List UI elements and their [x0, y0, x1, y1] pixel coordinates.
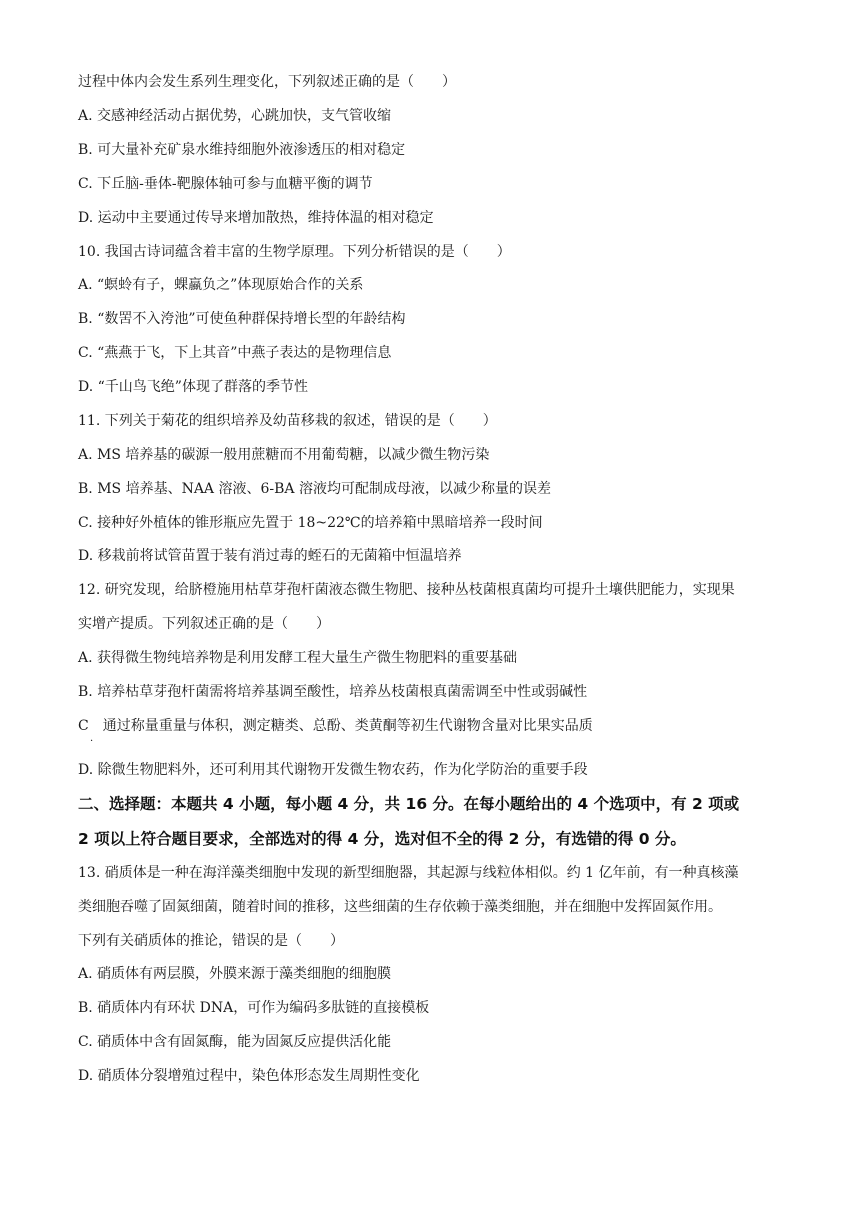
q12-option-c: C 通过称量重量与体积，测定糖类、总酚、类黄酮等初生代谢物含量对比果实品质	[78, 718, 593, 734]
q11-stem: 11. 下列关于菊花的组织培养及幼苗移栽的叙述，错误的是（ ）	[78, 413, 497, 429]
q10-option-d: D. “千山鸟飞绝”体现了群落的季节性	[78, 379, 308, 395]
q12-option-c-dot: ·	[90, 736, 94, 747]
q10-option-b: B. “数罟不入洿池”可使鱼种群保持增长型的年龄结构	[78, 311, 406, 327]
q13-option-b: B. 硝质体内有环状 DNA，可作为编码多肽链的直接模板	[78, 1000, 430, 1016]
q9-option-d: D. 运动中主要通过传导来增加散热，维持体温的相对稳定	[78, 210, 434, 226]
section2-heading-line1: 二、选择题：本题共 4 小题，每小题 4 分，共 16 分。在每小题给出的 4 个选项中，有 2 项或	[78, 795, 740, 813]
q10-option-a: A. “螟蛉有子，蜾蠃负之”体现原始合作的关系	[78, 277, 364, 293]
q13-stem-line2: 类细胞吞噬了固氮细菌，随着时间的推移，这些细菌的生存依赖于藻类细胞，并在细胞中发挥固氮作用。	[78, 899, 722, 915]
q9-option-b: B. 可大量补充矿泉水维持细胞外液渗透压的相对稳定	[78, 142, 406, 158]
q12-option-d: D. 除微生物肥料外，还可利用其代谢物开发微生物农药，作为化学防治的重要手段	[78, 762, 588, 778]
q13-stem-line3: 下列有关硝质体的推论，错误的是（ ）	[78, 933, 344, 949]
q12-stem-line2: 实增产提质。下列叙述正确的是（ ）	[78, 616, 330, 632]
section2-heading-line2: 2 项以上符合题目要求，全部选对的得 4 分，选对但不全的得 2 分，有选错的得 0 分。	[78, 830, 686, 848]
q11-option-b: B. MS 培养基、NAA 溶液、6-BA 溶液均可配制成母液，以减少称量的误差	[78, 481, 551, 497]
q9-stem: 过程中体内会发生系列生理变化，下列叙述正确的是（ ）	[78, 74, 456, 90]
q10-stem: 10. 我国古诗词蕴含着丰富的生物学原理。下列分析错误的是（ ）	[78, 244, 511, 260]
q13-option-d: D. 硝质体分裂增殖过程中，染色体形态发生周期性变化	[78, 1068, 420, 1084]
q13-option-c: C. 硝质体中含有固氮酶，能为固氮反应提供活化能	[78, 1034, 392, 1050]
q12-option-a: A. 获得微生物纯培养物是利用发酵工程大量生产微生物肥料的重要基础	[78, 650, 518, 666]
q9-option-c: C. 下丘脑-垂体-靶腺体轴可参与血糖平衡的调节	[78, 176, 373, 192]
q9-option-a: A. 交感神经活动占据优势，心跳加快，支气管收缩	[78, 108, 392, 124]
q11-option-d: D. 移栽前将试管苗置于装有消过毒的蛭石的无菌箱中恒温培养	[78, 548, 462, 564]
q13-option-a: A. 硝质体有两层膜，外膜来源于藻类细胞的细胞膜	[78, 966, 392, 982]
q11-option-a: A. MS 培养基的碳源一般用蔗糖而不用葡萄糖，以减少微生物污染	[78, 447, 490, 463]
q12-option-b: B. 培养枯草芽孢杆菌需将培养基调至酸性，培养丛枝菌根真菌需调至中性或弱碱性	[78, 684, 588, 700]
q13-stem-line1: 13. 硝质体是一种在海洋藻类细胞中发现的新型细胞器，其起源与线粒体相似。约 1 亿年前，有一种真核藻	[78, 865, 739, 881]
q11-option-c: C. 接种好外植体的锥形瓶应先置于 18~22℃的培养箱中黑暗培养一段时间	[78, 515, 543, 531]
q12-stem-line1: 12. 研究发现，给脐橙施用枯草芽孢杆菌液态微生物肥、接种丛枝菌根真菌均可提升土壤供肥能力，实现果	[78, 582, 735, 598]
q10-option-c: C. “燕燕于飞，下上其音”中燕子表达的是物理信息	[78, 345, 392, 361]
